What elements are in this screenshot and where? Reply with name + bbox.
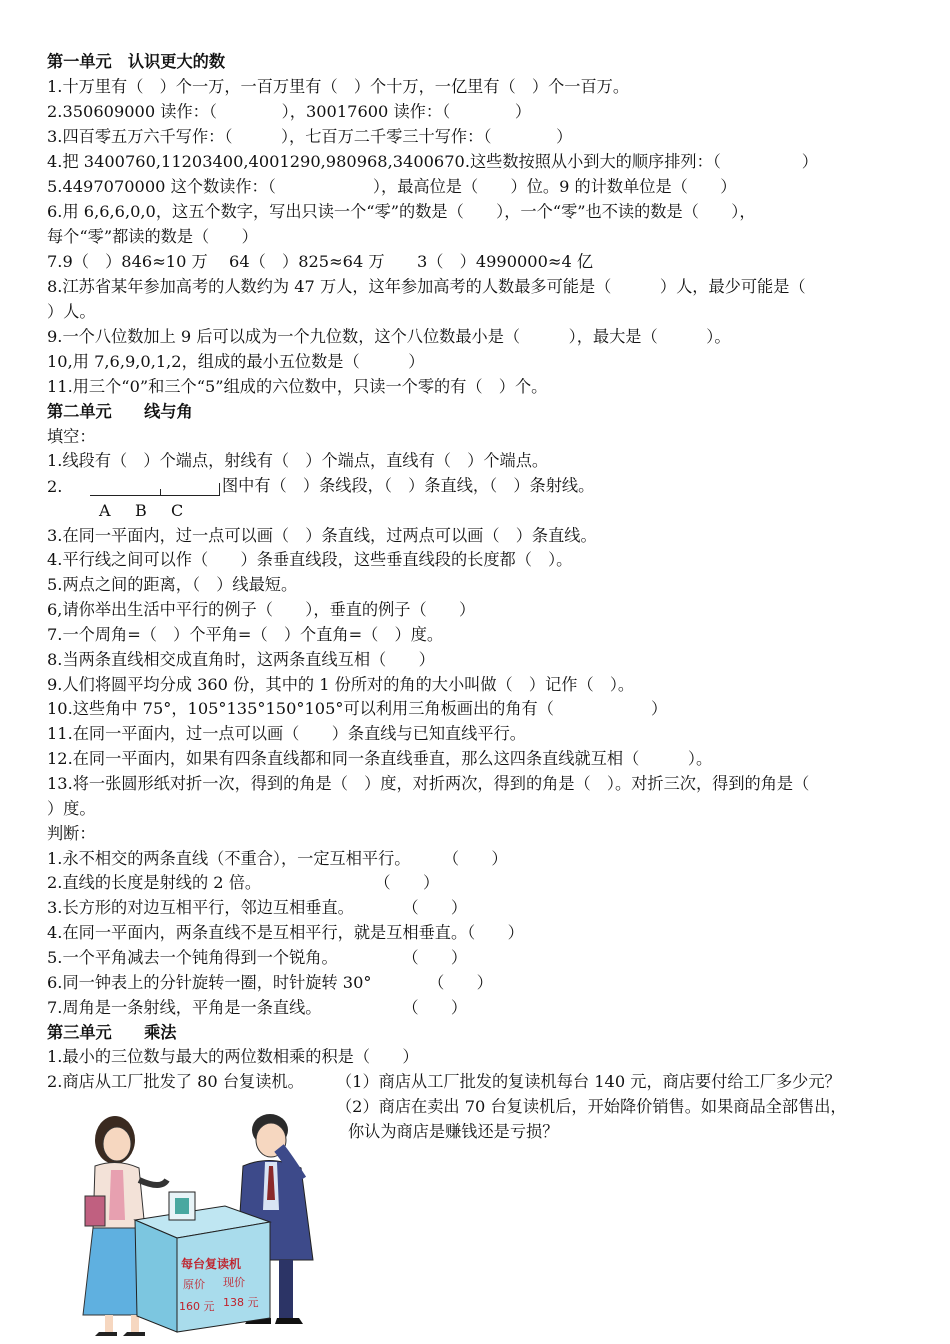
unit1-q5: 5.4497070000 这个数读作：（ ），最高位是（ ）位。9 的计数单位是（ ） <box>47 177 737 196</box>
judge-4: 4.在同一平面内，两条直线不是互相平行，就是互相垂直。（ ） <box>47 923 524 942</box>
unit1-q8-line1: 8.江苏省某年参加高考的人数约为 47 万人，这年参加高考的人数最多可能是（ ）人，最少可能是（ <box>47 277 806 296</box>
unit2-f2-text: 图中有（ ）条线段，（ ）条直线，（ ）条射线。 <box>222 476 595 495</box>
unit2-f13-line1: 13.将一张圆形纸对折一次，得到的角是（ ）度，对折两次，得到的角是（ ）。对折三次，得到的角是（ <box>47 774 810 793</box>
unit2-f12: 12.在同一平面内，如果有四条直线都和同一条直线垂直，那么这四条直线就互相（ ）。 <box>47 749 713 768</box>
unit1-q8-line2: ）人。 <box>47 302 96 321</box>
unit1-q4: 4.把 3400760,11203400,4001290,980968,3400670.这些数按照从小到大的顺序排列：（ ） <box>47 152 818 171</box>
sign-orig-label: 原价 <box>183 1278 205 1291</box>
unit2-f5: 5.两点之间的距离，（ ）线最短。 <box>47 575 298 594</box>
unit2-f1: 1.线段有（ ）个端点，射线有（ ）个端点，直线有（ ）个端点。 <box>47 451 549 470</box>
shop-illustration <box>65 1110 340 1338</box>
sign-now-price: 138 元 <box>223 1296 259 1309</box>
unit1-q2: 2.350609000 读作：（ ），30017600 读作：（ ） <box>47 102 532 121</box>
judge-5: 5.一个平角减去一个钝角得到一个锐角。 （ ） <box>47 948 468 967</box>
unit2-f11: 11.在同一平面内，过一点可以画（ ）条直线与已知直线平行。 <box>47 724 526 743</box>
judge-7: 7.周角是一条射线，平角是一条直线。 （ ） <box>47 998 468 1017</box>
unit3-q2-lead: 2.商店从工厂批发了 80 台复读机。 <box>47 1072 304 1091</box>
sign-now-label: 现价 <box>223 1276 245 1289</box>
unit1-q6-line1: 6.用 6,6,6,0,0，这五个数字，写出只读一个“零”的数是（ ），一个“零”也不读的数是（ ）， <box>47 202 756 221</box>
unit2-f9: 9.人们将圆平均分成 360 份，其中的 1 份所对的角的大小叫做（ ）记作（ ）。 <box>47 675 635 694</box>
judge-3: 3.长方形的对边互相平行，邻边互相垂直。 （ ） <box>47 898 468 917</box>
unit2-f2-number: 2. <box>47 477 63 496</box>
diagram-line-segment <box>90 495 220 496</box>
point-label-c: C <box>171 501 184 520</box>
unit2-f13-line2: ）度。 <box>47 799 96 818</box>
unit3-q1: 1.最小的三位数与最大的两位数相乘的积是（ ） <box>47 1047 419 1066</box>
judge-1: 1.永不相交的两条直线（不重合），一定互相平行。 （ ） <box>47 849 508 868</box>
judge-2: 2.直线的长度是射线的 2 倍。 （ ） <box>47 873 440 892</box>
unit1-q10: 10,用 7,6,9,0,1,2，组成的最小五位数是（ ） <box>47 352 425 371</box>
unit1-q6-line2: 每个“零”都读的数是（ ） <box>47 227 258 246</box>
sign-orig-price: 160 元 <box>179 1300 215 1313</box>
fill-label: 填空： <box>47 427 96 446</box>
point-label-a: A <box>99 501 111 520</box>
unit2-heading: 第二单元 线与角 <box>47 402 193 421</box>
diagram-tick-b <box>160 489 161 496</box>
point-label-b: B <box>135 501 147 520</box>
shop-scene-svg <box>65 1110 340 1338</box>
unit2-f4: 4.平行线之间可以作（ ）条垂直线段，这些垂直线段的长度都（ ）。 <box>47 550 573 569</box>
unit1-q1: 1.十万里有（ ）个一万，一百万里有（ ）个十万，一亿里有（ ）个一百万。 <box>47 77 630 96</box>
unit3-q2-part2-line2: 你认为商店是赚钱还是亏损？ <box>348 1122 559 1141</box>
unit1-heading: 第一单元 认识更大的数 <box>47 52 226 71</box>
unit1-q11: 11.用三个“0”和三个“5”组成的六位数中，只读一个零的有（ ）个。 <box>47 377 548 396</box>
judge-6: 6.同一钟表上的分针旋转一圈，时针旋转 30° （ ） <box>47 973 493 992</box>
unit2-f6: 6,请你举出生活中平行的例子（ ），垂直的例子（ ） <box>47 600 476 619</box>
diagram-tick-c <box>219 483 220 496</box>
unit2-f10: 10.这些角中 75°，105°135°150°105°可以利用三角板画出的角有（ ） <box>47 699 668 718</box>
sign-title: 每台复读机 <box>181 1257 242 1271</box>
unit2-f8: 8.当两条直线相交成直角时，这两条直线互相（ ） <box>47 650 435 669</box>
unit1-q7: 7.9（ ）846≈10 万 64（ ）825≈64 万 3（ ）4990000≈4 亿 <box>47 252 594 271</box>
unit2-f7: 7.一个周角=（ ）个平角=（ ）个直角=（ ）度。 <box>47 625 444 644</box>
unit1-q9: 9.一个八位数加上 9 后可以成为一个九位数，这个八位数最小是（ ），最大是（ ）。 <box>47 327 731 346</box>
unit2-f3: 3.在同一平面内，过一点可以画（ ）条直线，过两点可以画（ ）条直线。 <box>47 526 597 545</box>
judge-label: 判断： <box>47 824 96 843</box>
unit3-heading: 第三单元 乘法 <box>47 1023 177 1042</box>
unit3-q2-part2-line1: （2）商店在卖出 70 台复读机后，开始降价销售。如果商品全部售出， <box>336 1097 847 1116</box>
unit3-q2-part1: （1）商店从工厂批发的复读机每台 140 元，商店要付给工厂多少元？ <box>336 1072 841 1091</box>
unit1-q3: 3.四百零五万六千写作：（ ），七百万二千零三十写作：（ ） <box>47 127 573 146</box>
